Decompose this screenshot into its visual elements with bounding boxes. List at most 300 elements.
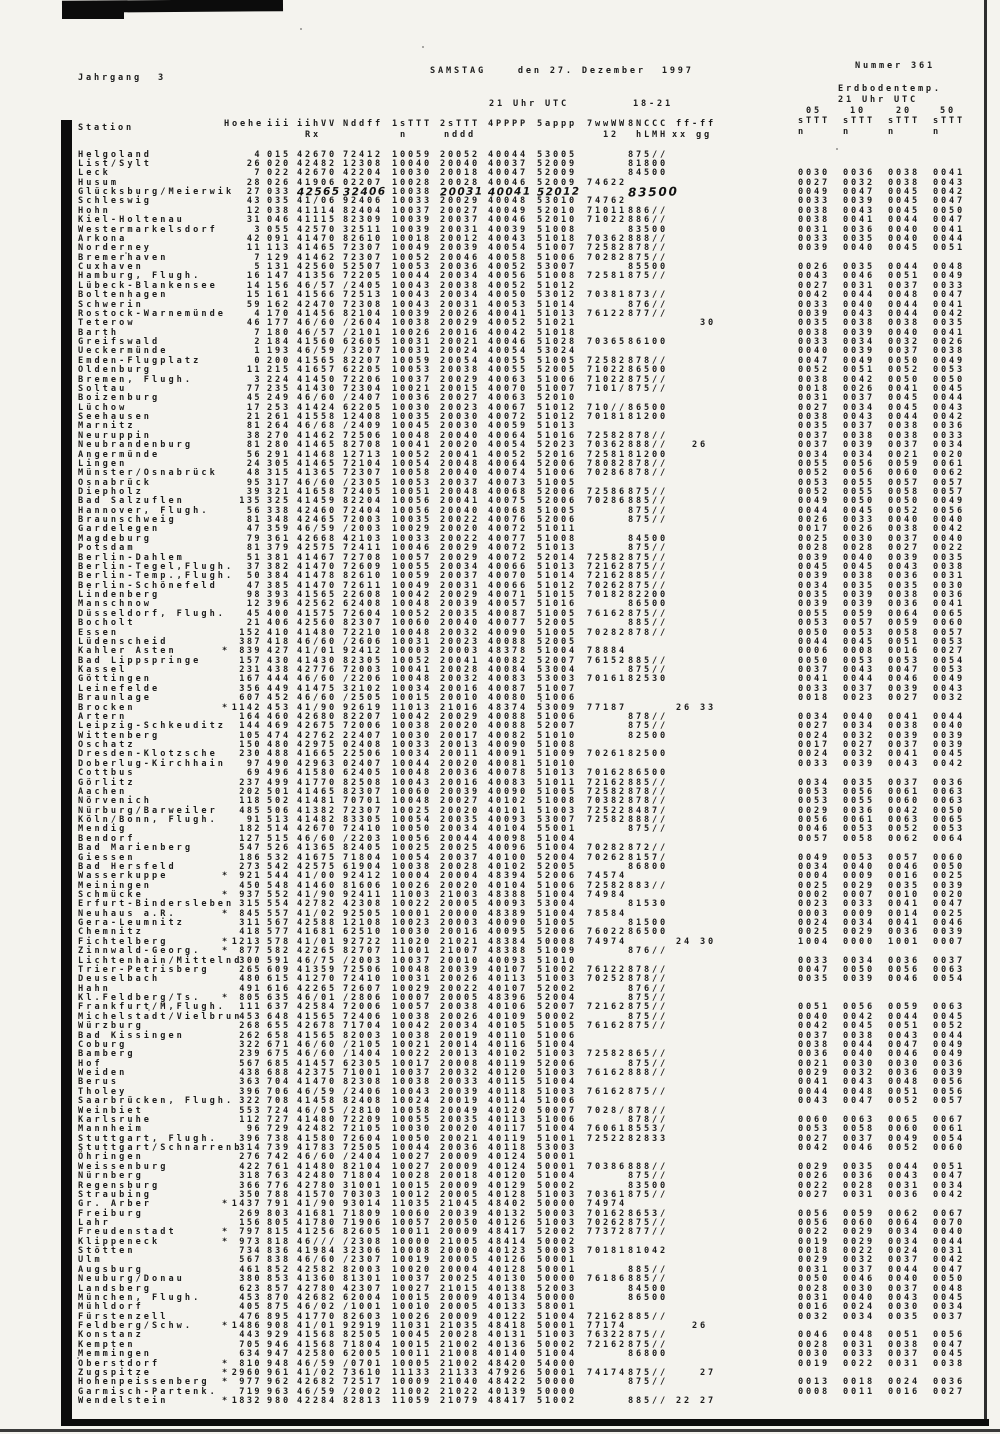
code-group: 50 (246, 571, 262, 582)
code-group: 20044 (440, 833, 480, 844)
soil-temp-value: 0052 (888, 824, 920, 835)
code-group: 51003 (537, 1330, 577, 1341)
soil-temp-value: 0050 (933, 205, 965, 216)
code-group: 40128 (488, 1189, 528, 1200)
code-group: 761 (267, 1161, 291, 1172)
code-group: 72162 (587, 777, 627, 788)
code-group: 704 (267, 1077, 291, 1088)
code-group: 875// (628, 383, 668, 394)
soil-temp-value: 0042 (933, 1189, 965, 1200)
code-group: 21022 (440, 1386, 480, 1397)
code-group: 127 (239, 833, 262, 844)
soil-temp-value: 0036 (888, 571, 920, 582)
code-group: 10018 (392, 233, 432, 244)
scan-top-blob-2 (62, 6, 124, 19)
code-group: 249 (267, 393, 291, 404)
code-group: 10058 (392, 468, 432, 479)
code-group: 51013 (537, 308, 577, 319)
soil-temp-value: 0042 (933, 1255, 965, 1266)
soil-temp-value: 0053 (798, 477, 830, 488)
code-group: 84500 (628, 168, 668, 179)
code-group: 72412 (343, 149, 383, 160)
soil-temp-value: 0055 (798, 458, 830, 469)
soil-temp-value: 0064 (888, 608, 920, 619)
code-group: 10035 (392, 412, 432, 423)
mountain-station-marker: * (222, 646, 230, 657)
soil-temp-value: 0059 (888, 618, 920, 629)
soil-temp-value: 0041 (933, 327, 965, 338)
station-name: Görlitz (78, 777, 136, 788)
code-group: 10028 (392, 1171, 432, 1182)
soil-temp-value: 0045 (888, 402, 920, 413)
soil-temp-value: 0034 (843, 918, 875, 929)
code-group: 734 (239, 1246, 262, 1257)
soil-temp-value: 0031 (843, 1189, 875, 1200)
code-group: 74622 (587, 177, 627, 188)
soil-temp-value: 0063 (933, 786, 965, 797)
code-group: 10038 (392, 187, 432, 198)
code-group: 46/60 (297, 1039, 337, 1050)
station-name: Memmingen (78, 1349, 153, 1360)
station-name: Greifswald (78, 337, 161, 348)
code-group: 885// (628, 1396, 668, 1407)
soil-temp-value: 0003 (798, 908, 830, 919)
code-group: 70262 (587, 852, 627, 863)
code-group: 41/90 (297, 702, 337, 713)
soil-temp-value: 0039 (933, 880, 965, 891)
station-name: Düsseldorf, Flugh. (78, 608, 227, 619)
soil-temp-value: 0046 (888, 861, 920, 872)
station-name: Neuruppin (78, 430, 153, 441)
code-group: 95 (246, 477, 262, 488)
code-group: 41568 (297, 1330, 337, 1341)
code-group: 20026 (440, 1011, 480, 1022)
code-group: 42963 (297, 758, 337, 769)
code-group: 51005 (537, 505, 577, 516)
code-group: 72708 (343, 552, 383, 563)
code-group: 40076 (488, 515, 528, 526)
code-group: 53003 (537, 1143, 577, 1154)
code-group: 51008 (537, 271, 577, 282)
code-group: /2203 (343, 833, 383, 844)
code-group: 41270 (297, 974, 337, 985)
code-group: 875// (628, 1339, 668, 1350)
soil-temp-value: 0037 (888, 346, 920, 357)
soil-temp-value: 0065 (933, 608, 965, 619)
code-group: 875// (628, 1218, 668, 1228)
code-group: 384 (267, 571, 291, 582)
station-name: Norderney (78, 243, 153, 254)
code-group: /2405 (343, 280, 383, 291)
code-group: 20031 (439, 185, 484, 199)
code-group: 45 (246, 393, 262, 404)
code-group: 485 (239, 805, 262, 816)
code-group: /2307 (343, 1255, 383, 1266)
code-group: 20018 (440, 168, 480, 179)
code-group: 42582 (297, 1264, 337, 1275)
soil-temp-value: 0049 (843, 355, 875, 366)
code-group: 317 (267, 477, 291, 488)
code-group: 40090 (488, 786, 528, 797)
code-group: 870 (267, 1292, 291, 1303)
code-group: 42975 (297, 740, 337, 751)
soil-temp-value: 0024 (843, 1302, 875, 1313)
code-group: 52007 (537, 1002, 577, 1013)
soil-temp-value: 0067 (933, 1114, 965, 1125)
code-group: 40064 (488, 430, 528, 441)
station-name: Kahler Asten (78, 646, 177, 657)
code-group: 70282 (587, 252, 627, 263)
code-group: 41462 (297, 252, 337, 263)
soil-temp-value: 0044 (933, 711, 965, 722)
code-group: 52507 (343, 262, 383, 273)
code-group: 623 (239, 1283, 262, 1294)
code-group: 476 (239, 1311, 262, 1322)
code-group: 180 (267, 327, 291, 338)
code-group: 567 (239, 1058, 262, 1069)
code-group: 11 (246, 243, 262, 254)
soil-temp-value: 1001 (888, 936, 920, 947)
code-group: 21035 (440, 1321, 480, 1332)
code-group: 20005 (440, 1302, 480, 1313)
code-group: 10041 (392, 440, 432, 451)
soil-n-3: n (888, 127, 896, 137)
code-group: 40102 (488, 861, 528, 872)
soil-temp-value: 0023 (798, 899, 830, 910)
soil-temp-value: 0045 (933, 1349, 965, 1360)
mountain-station-marker: * (222, 889, 230, 900)
code-group: 81 (246, 515, 262, 526)
station-name: Straubing (78, 1189, 153, 1200)
soil-temp-title: Erdbodentemp. (838, 84, 942, 94)
code-group: 74974 (587, 1199, 627, 1210)
station-name: Karlsruhe (78, 1114, 153, 1125)
soil-temp-value: 0045 (888, 205, 920, 216)
soil-temp-value: 0053 (798, 618, 830, 629)
code-group: 888// (628, 233, 668, 244)
code-group: 72162 (587, 571, 627, 582)
code-group: 78584 (587, 908, 627, 919)
soil-temp-value: 0037 (843, 393, 875, 404)
code-group: 10060 (392, 618, 432, 629)
soil-temp-value: 0039 (798, 552, 830, 563)
soil-temp-value: 0002 (798, 889, 830, 900)
code-group: 86500 (628, 927, 668, 938)
code-group: 11035 (392, 1199, 432, 1210)
code-group: 42560 (297, 262, 337, 273)
code-group: 42265 (297, 946, 337, 957)
station-name: Aachen (78, 786, 128, 797)
soil-temp-value: 0047 (933, 1339, 965, 1350)
code-group: 40052 (488, 318, 528, 329)
obs-time-utc: 21 Uhr UTC (489, 99, 569, 109)
code-group: 20040 (440, 158, 480, 169)
soil-temp-value: 0026 (798, 1171, 830, 1182)
code-group: 51006 (537, 374, 577, 385)
code-group: 10040 (392, 158, 432, 169)
soil-temp-value: 0036 (843, 805, 875, 816)
code-group: 10050 (392, 1133, 432, 1144)
station-name: Essen (78, 627, 120, 638)
code-group: 803 (267, 1208, 291, 1219)
soil-temp-value: 0019 (798, 1358, 830, 1369)
code-group: 86500 (628, 599, 668, 610)
soil-temp-value: 0024 (888, 1246, 920, 1257)
code-group: 857 (267, 1283, 291, 1294)
code-group: 805 (239, 993, 262, 1004)
station-name: Bremen, Flugh. (78, 374, 194, 385)
code-group: 815 (267, 1227, 291, 1238)
soil-temp-value: 0055 (843, 486, 875, 497)
soil-temp-value: 0044 (843, 1039, 875, 1050)
soil-temp-value: 0058 (888, 486, 920, 497)
soil-temp-value: 0040 (843, 552, 875, 563)
soil-temp-value: 0038 (798, 205, 830, 216)
code-group: 51012 (537, 580, 577, 591)
station-name: Marnitz (78, 421, 136, 432)
code-group: 48374 (488, 702, 528, 713)
code-group: 724 (267, 1105, 291, 1116)
code-group: 56 (246, 449, 262, 460)
soil-temp-value: 0063 (933, 1002, 965, 1013)
code-group: 72304 (343, 383, 383, 394)
code-group: 20038 (440, 280, 480, 291)
code-group: 10031 (392, 636, 432, 647)
code-group: 26 33 (676, 702, 716, 713)
soil-temp-value: 0028 (798, 1339, 830, 1350)
code-group: 111 (239, 1002, 262, 1013)
code-group: 72162 (587, 1311, 627, 1322)
station-name: Leck (78, 168, 111, 179)
station-name: Oberstdorf (78, 1358, 161, 1369)
soil-temp-value: 0031 (888, 1358, 920, 1369)
code-group: 322 (239, 1096, 262, 1107)
code-group: 53010 (537, 196, 577, 207)
soil-temp-value: 0063 (933, 964, 965, 975)
soil-temp-value: 0052 (798, 468, 830, 479)
code-group: 875// (628, 1189, 668, 1200)
soil-temp-value: 0050 (843, 964, 875, 975)
station-name: Weiden (78, 1068, 128, 1079)
station-name: Berlin-Tegel,Flugh. (78, 561, 235, 572)
code-group: 20041 (440, 655, 480, 666)
station-name: Cottbus (78, 768, 136, 779)
code-group: 40109 (488, 1011, 528, 1022)
soil-temp-value: 0037 (843, 1133, 875, 1144)
code-group: 98 (246, 590, 262, 601)
code-group: 27 (676, 1367, 716, 1378)
code-group: 51028 (537, 337, 577, 348)
code-group: 72582 (587, 815, 627, 825)
soil-temp-value: 0031 (798, 393, 830, 404)
code-group: 908 (267, 1321, 291, 1332)
code-group: 20013 (440, 1049, 480, 1060)
code-group: 20034 (440, 824, 480, 835)
code-group: 20028 (440, 1330, 480, 1341)
code-group: 72582 (587, 786, 627, 797)
code-group: 62305 (343, 1058, 383, 1069)
station-name: Regensburg (78, 1180, 161, 1191)
soil-temp-value: 0060 (843, 1218, 875, 1228)
station-name: Meiningen (78, 880, 153, 891)
station-name: Freiburg (78, 1208, 144, 1219)
code-group: 10029 (392, 524, 432, 535)
soil-temp-value: 0055 (843, 477, 875, 488)
station-name: Bad Marienberg (78, 843, 194, 854)
soil-temp-value: 0047 (798, 964, 830, 975)
code-group: 40088 (488, 721, 528, 732)
code-group: 51018 (537, 233, 577, 244)
code-group: 10031 (392, 337, 432, 348)
code-group: 70181 (587, 1246, 627, 1257)
code-group: 42675 (297, 721, 337, 732)
code-group: 48378 (488, 646, 528, 657)
soil-temp-value: 0058 (843, 833, 875, 844)
station-name: Tholey (78, 1086, 128, 1097)
code-group: 82610 (343, 571, 383, 582)
soil-temp-value: 0050 (888, 496, 920, 507)
code-group: 20023 (440, 402, 480, 413)
code-group: 40048 (488, 196, 528, 207)
code-group: 82207 (343, 711, 383, 722)
code-group: 81 (246, 440, 262, 451)
soil-temp-value: 0017 (798, 524, 830, 535)
code-group: 50008 (537, 936, 577, 947)
code-group: 40066 (488, 561, 528, 572)
code-group: 469 (267, 721, 291, 732)
code-group: /2003 (343, 955, 383, 966)
code-group: 8653/ (628, 1208, 668, 1219)
code-group: 410 (267, 627, 291, 638)
code-group: 41114 (297, 205, 337, 216)
code-group: 24 (246, 458, 262, 469)
code-group: 51008 (537, 224, 577, 235)
code-group: 542 (267, 861, 291, 872)
code-group: 20003 (440, 918, 480, 929)
station-name: Mendig (78, 824, 128, 835)
code-group: 553 (239, 1105, 262, 1116)
code-group: 41468 (297, 449, 337, 460)
soil-temp-value: 0042 (933, 524, 965, 535)
code-group: 26 (676, 1321, 708, 1332)
code-group: 40052 (488, 262, 528, 273)
soil-temp-value: 0049 (933, 271, 965, 282)
code-group: 490 (267, 758, 291, 769)
code-group: 72582 (587, 1049, 627, 1060)
code-group: 42575 (297, 543, 337, 554)
code-group: 41470 (297, 580, 337, 591)
code-group: 92505 (343, 908, 383, 919)
soil-temp-value: 0045 (843, 636, 875, 647)
soil-temp-value: 0043 (843, 1077, 875, 1088)
soil-temp-value: 0027 (888, 543, 920, 554)
code-group: 46/60 (297, 1049, 337, 1060)
code-group: 51012 (537, 280, 577, 291)
soil-temp-value: 0038 (888, 168, 920, 179)
soil-temp-value: 0027 (933, 646, 965, 657)
code-group: 82505 (343, 1330, 383, 1341)
station-name: Weinbiet (78, 1105, 144, 1116)
soil-depth-20: 20 (896, 106, 912, 116)
code-group: 40126 (488, 1255, 528, 1266)
code-group: 40124 (488, 1152, 528, 1163)
code-group: 41984 (297, 1246, 337, 1257)
soil-temp-value: 0016 (888, 646, 920, 657)
code-group: 20031 (440, 580, 480, 591)
code-group: 875// (628, 1330, 668, 1341)
soil-temp-value: 0017 (798, 740, 830, 751)
soil-temp-value: 0040 (843, 711, 875, 722)
soil-temp-value: 0026 (798, 262, 830, 273)
code-group: 40093 (488, 815, 528, 825)
code-group: 40116 (488, 1039, 528, 1050)
code-group: 52016 (537, 449, 577, 460)
station-name: Mühldorf (78, 1302, 144, 1313)
code-group: 10025 (392, 805, 432, 816)
code-group: 20034 (440, 290, 480, 301)
code-group: 10048 (392, 796, 432, 807)
code-group: 797 (239, 1227, 262, 1238)
code-group: 20048 (440, 458, 480, 469)
soil-temp-value: 0029 (798, 1161, 830, 1172)
code-group: 438 (239, 1068, 262, 1079)
code-group: 86500 (628, 402, 668, 413)
soil-temp-value: 0011 (843, 1386, 875, 1397)
soil-temp-value: 0038 (843, 1030, 875, 1041)
code-group: 40042 (488, 327, 528, 338)
code-group: 818 (267, 1236, 291, 1247)
code-group: 40050 (488, 290, 528, 301)
code-group: 1832 (231, 1396, 262, 1407)
soil-temp-value: 0046 (798, 1330, 830, 1341)
code-group: 091 (267, 233, 291, 244)
station-name: Schwerin (78, 299, 144, 310)
code-group: 20034 (440, 561, 480, 572)
code-group: 50001 (537, 1321, 577, 1332)
code-group: 156 (267, 280, 291, 291)
code-group: 21079 (440, 1396, 480, 1407)
soil-temp-value: 0038 (888, 1339, 920, 1350)
soil-temp-value: 0044 (888, 412, 920, 423)
code-group: 10045 (392, 1330, 432, 1341)
code-group: 16 (246, 271, 262, 282)
code-group: 10043 (392, 1086, 432, 1097)
soil-temp-value: 0035 (843, 580, 875, 591)
code-group: 52007 (537, 721, 577, 732)
code-group: 52002 (537, 983, 577, 994)
code-group: 20015 (440, 383, 480, 394)
soil-temp-value: 0056 (798, 815, 830, 825)
station-name: Artern (78, 711, 128, 722)
code-group: 46/59 (297, 1358, 337, 1369)
soil-temp-value: 0045 (888, 243, 920, 254)
code-group: 74762 (587, 196, 627, 207)
soil-temp-value: 0029 (843, 1227, 875, 1238)
code-group: 20019 (440, 1030, 480, 1041)
code-group: 81530 (628, 899, 668, 910)
code-group: 82003 (343, 1264, 383, 1275)
code-group: 10042 (392, 711, 432, 722)
code-group: 40068 (488, 486, 528, 497)
soil-temp-value: 0040 (843, 299, 875, 310)
code-group: 875// (628, 149, 668, 160)
code-group: 41906 (297, 177, 337, 188)
code-group: 42575 (297, 861, 337, 872)
code-group: 400 (267, 608, 291, 619)
code-group: 21003 (440, 889, 480, 900)
code-group: /2101 (343, 327, 383, 338)
soil-temp-value: 0059 (843, 608, 875, 619)
